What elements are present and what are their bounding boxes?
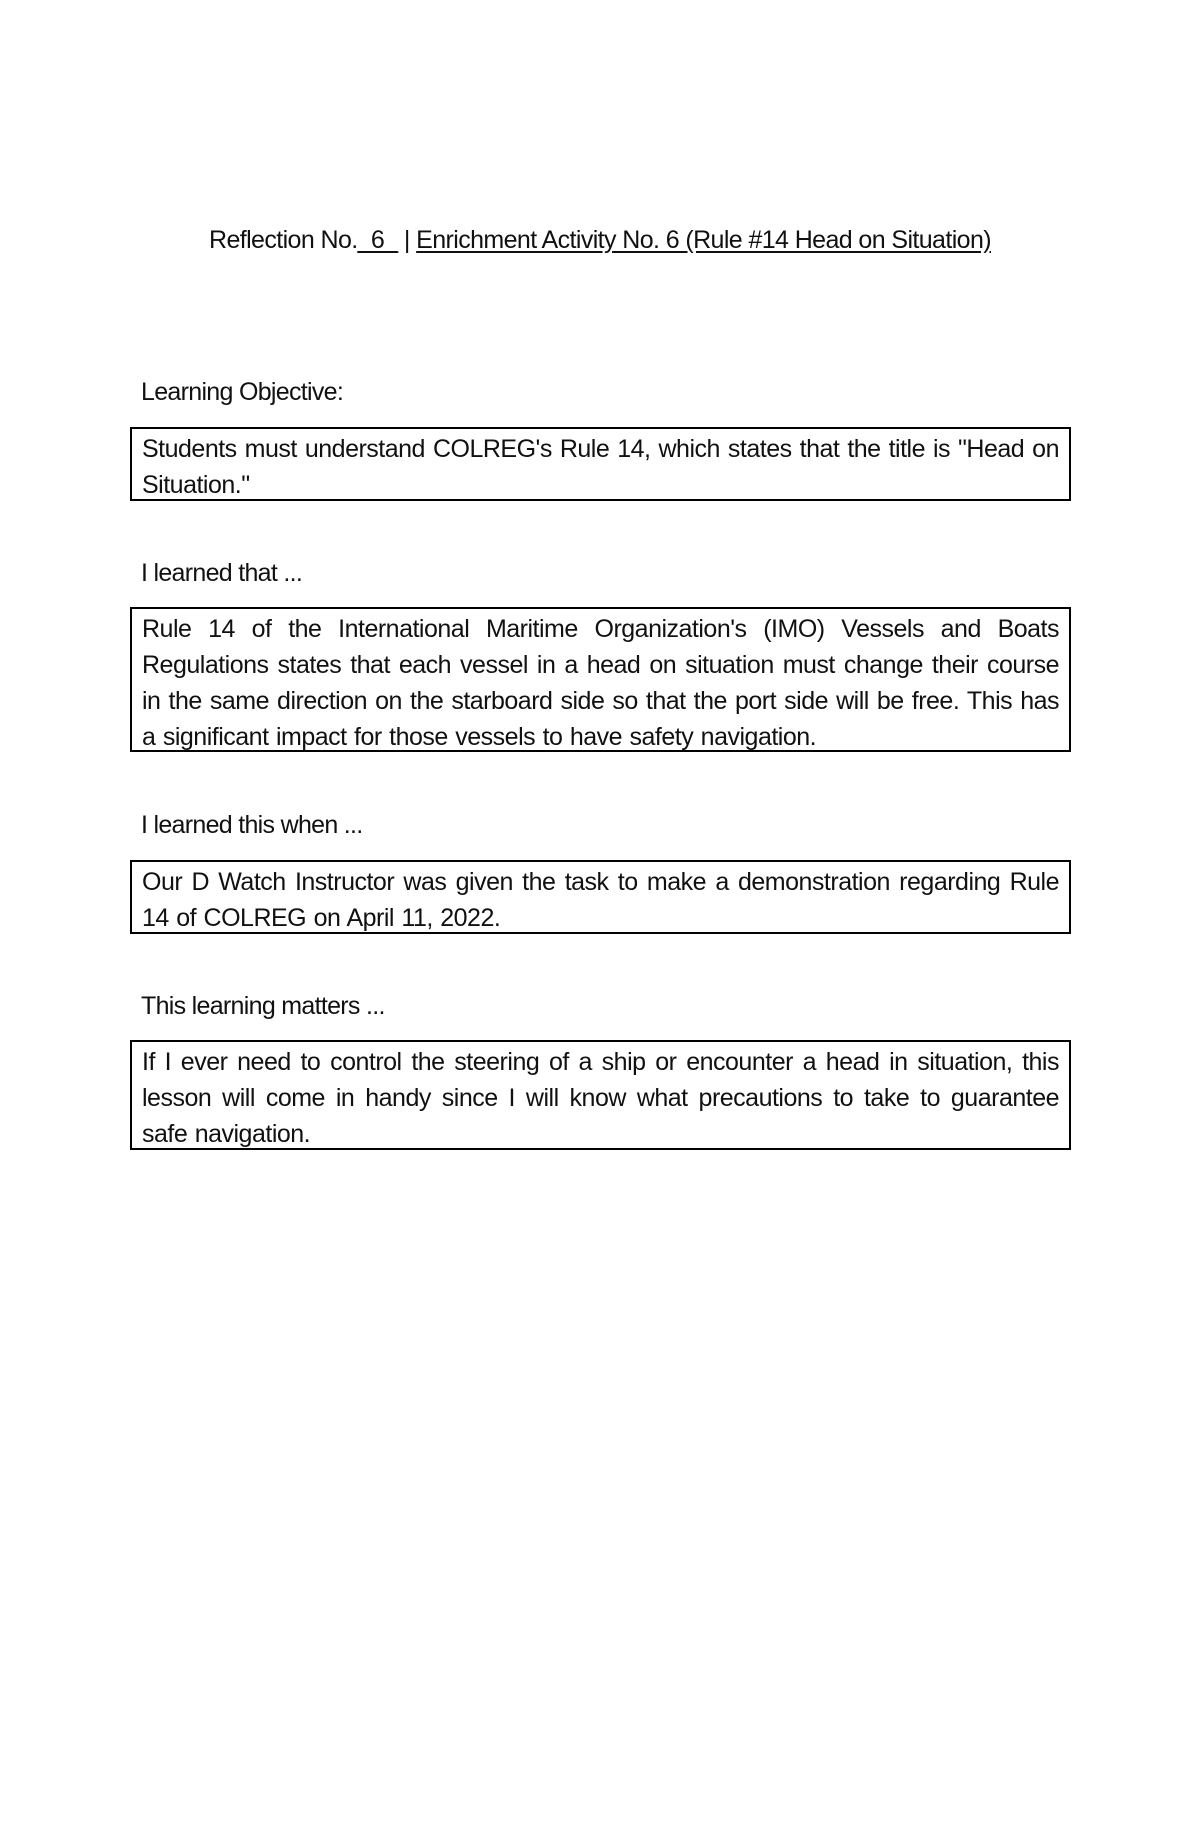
- this-learning-matters-heading: This learning matters ...: [141, 992, 385, 1020]
- page-title: [0, 222, 1200, 258]
- learning-objective-text: Students must understand COLREG's Rule 14, which states that the title is "Head on Situation.": [142, 435, 1059, 499]
- i-learned-that-heading: I learned that ...: [141, 559, 303, 587]
- i-learned-that-box: [130, 607, 1071, 752]
- i-learned-this-when-heading: I learned this when ...: [141, 811, 363, 839]
- i-learned-this-when-box: [130, 860, 1071, 934]
- learning-objective-heading: Learning Objective:: [141, 378, 344, 406]
- title-separator: |: [397, 226, 417, 254]
- title-prefix: Reflection No.: [209, 226, 358, 254]
- this-learning-matters-box: [130, 1040, 1071, 1150]
- reflection-number: _6_: [357, 226, 398, 254]
- i-learned-that-text: Rule 14 of the International Maritime Organization's (IMO) Vessels and Boats Regulations states that each vessel in a head on situation must change their course in the same direction on the starboard side so that the port side will be free. This has a significant impact for those vessels to have safety navigation.: [142, 615, 1059, 751]
- activity-title: Enrichment Activity No. 6 (Rule #14 Head on Situation): [416, 226, 991, 254]
- learning-objective-box: [130, 427, 1071, 501]
- i-learned-this-when-text: Our D Watch Instructor was given the task to make a demonstration regarding Rule 14 of COLREG on April 11, 2022.: [142, 868, 1059, 932]
- this-learning-matters-text: If I ever need to control the steering of a ship or encounter a head in situation, this lesson will come in handy since I will know what precautions to take to guarantee safe navigation.: [142, 1048, 1059, 1148]
